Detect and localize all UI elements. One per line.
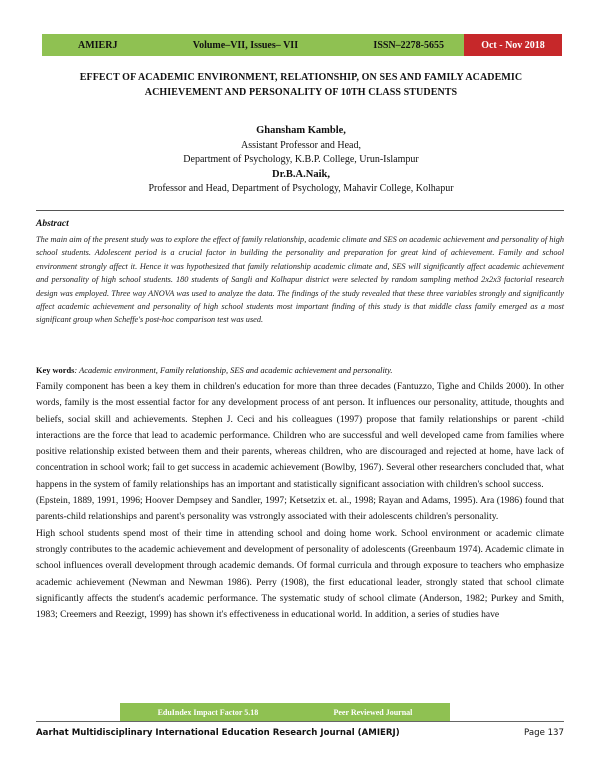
footer-divider bbox=[36, 721, 564, 722]
header-journal: AMIERJ bbox=[78, 39, 118, 51]
body-paragraph-1: Family component has been a key them in children's education for more than three decades (Fantuzzo, Tighe and Childs 2000). In other words, family is the most essential factor for any development process of ant person. It influences our personality, attitude, thoughts and beliefs, social skill and achievements. Stephen J. Ceci and his colleagues (1997) propose that family relationships or parent -child interactions are the force that lead to academic performance. Children who are successful and well developed came from families where positive relationship existed between them and their parents, whereas children, who are discouraged and rejected at home, have lack of concentration in school work; fail to get success in academic achievement (Bowlby, 1967). Several other researchers concluded that, what happens in the system of family relationships has an important and statistically significant association with children's school success. bbox=[36, 381, 564, 490]
keywords bbox=[36, 365, 564, 377]
header-issn: ISSN–2278-5655 bbox=[373, 39, 444, 51]
author2-name: Dr.B.A.Naik, bbox=[272, 168, 330, 180]
title-line-2: ACHIEVEMENT AND PERSONALITY OF 10TH CLASS STUDENTS bbox=[144, 87, 458, 98]
body-text bbox=[36, 379, 564, 623]
abstract-heading: Abstract bbox=[36, 219, 69, 229]
journal-header bbox=[42, 34, 562, 56]
page-number: Page 137 bbox=[524, 728, 564, 738]
author2-affiliation: Professor and Head, Department of Psychology, Mahavir College, Kolhapur bbox=[148, 183, 454, 194]
header-volume: Volume–VII, Issues– VII bbox=[192, 39, 299, 51]
body-paragraph-3: High school students spend most of their time in attending school and doing home work. School environment or academic climate strongly contributes to the academic achievement and development of personality of adolescents (Greenbaum 1974). Academic climate in school influences overall development through academic demands. Of formal curricula and through exposure to teachers who emphasize academic achievement (Newman and Newman 1986). Perry (1908), the first educational leader, strongly stated that school climate significantly affects the student's academic performance. The systematic study of school climate (Anderson, 1982; Purkey and Smith, 1983; Creemers and Reezigt, 1999) has shown it's effectiveness in educational world. In addition, a series of studies have bbox=[36, 527, 564, 621]
footer-impact-factor: EduIndex Impact Factor 5.18 bbox=[157, 707, 259, 717]
footer-green-band bbox=[120, 703, 450, 721]
footer-journal-name: Aarhat Multidisciplinary International Education Research Journal (AMIERJ) bbox=[36, 728, 400, 738]
paper-title bbox=[36, 70, 566, 100]
author1-role: Assistant Professor and Head, bbox=[241, 139, 361, 151]
footer-peer-reviewed: Peer Reviewed Journal bbox=[333, 707, 413, 717]
abstract-text: The main aim of the present study was to explore the effect of family relationship, academic climate and SES on academic achievement and personality of high school students. Adolescent period is a crucial factor in building the personality and preparation for great kind of achievement. Family and school environment strongly affect it. Hence it was hypothesized that family relationship academic climate and, SES will significantly affect academic achievement and personality of high school students. 180 students of Sangli and Kolhapur district were selected by random sampling method 2x2x3 factorial research design was employed. Three way ANOVA was used to analyze the data. The findings of the study revealed that these three variables strongly and significantly affect academic achievement and personality of high school students most important finding of this study is that middle class family emerged as a most significant group when Scheffe's post-hoc comparison test was used. bbox=[36, 235, 564, 325]
page-footer bbox=[36, 728, 564, 738]
header-green-band bbox=[42, 34, 464, 56]
author1-name: Ghansham Kamble, bbox=[256, 125, 346, 136]
author-block bbox=[36, 124, 566, 197]
author1-affiliation: Department of Psychology, K.B.P. College, Urun-Islampur bbox=[183, 154, 419, 165]
keywords-text: : Academic environment, Family relationship, SES and academic achievement and personality. bbox=[74, 366, 393, 375]
title-line-1: EFFECT OF ACADEMIC ENVIRONMENT, RELATIONSHIP, ON SES AND FAMILY ACADEMIC bbox=[79, 72, 523, 83]
body-paragraph-2: (Epstein, 1889, 1991, 1996; Hoover Dempsey and Sandler, 1997; Ketsetzix et. al., 1998; Rayan and Adams, 1995). Ara (1986) found that parents-child relationships and parent's personality was vstrongly associated with their adolescents children's personality. bbox=[36, 495, 564, 523]
abstract-divider bbox=[36, 210, 564, 211]
header-date-badge bbox=[464, 34, 562, 56]
keywords-label: Key words bbox=[36, 366, 75, 375]
header-date: Oct - Nov 2018 bbox=[481, 39, 545, 51]
